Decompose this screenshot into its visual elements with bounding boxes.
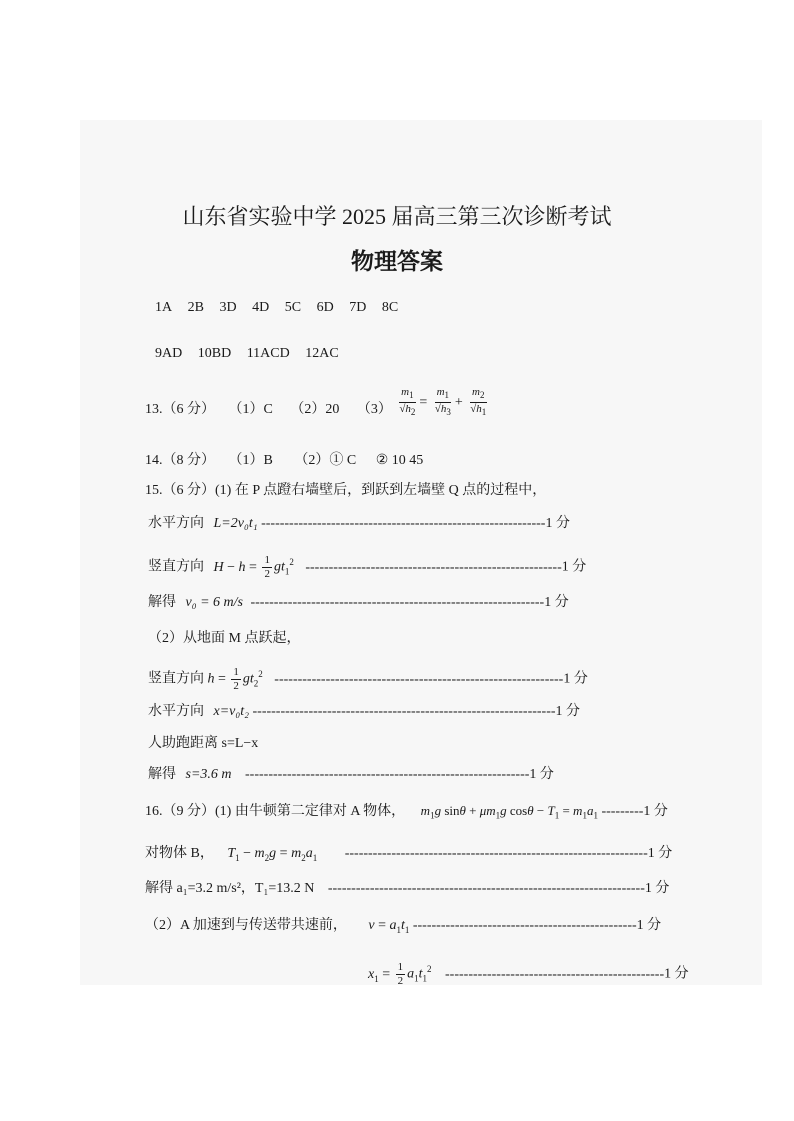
step-label: 竖直方向 xyxy=(148,559,204,575)
mc-answer: 12AC xyxy=(305,346,339,361)
mc-answer: 3D xyxy=(219,300,237,315)
q14-part3: ② 10 45 xyxy=(375,453,424,468)
score-mark: 1 分 xyxy=(529,767,554,782)
fraction-half: $\frac{1}{2}$ xyxy=(264,553,270,580)
step-label: 竖直方向 xyxy=(148,671,204,687)
q16-displacement-eq: $x_1$ = $\frac{1}{2}$ $a_1t_1^2$ -----------------------------------------------1 分 xyxy=(368,960,689,987)
mc-answer: 6D xyxy=(316,300,334,315)
q15-runup-distance: 人助跑距离 s=L−x xyxy=(148,736,259,751)
equation: $T_1 - m_2g = m_2a_1$ xyxy=(227,846,318,863)
score-mark: 1 分 xyxy=(561,559,587,575)
q13-part2: （2）20 xyxy=(290,401,340,417)
equation: $m_1g$ $\sin\theta + \mu m_1g$ $\cos\theta - T_1 = m_1a_1$ xyxy=(420,803,598,821)
q15-solve-v0: 解得 v₀ = 6 m/s ---------------------------------------------------------------1 分 xyxy=(148,595,569,610)
q15-horizontal-eq-2: 水平方向 x=v₀t₂ -----------------------------------------------------------------1 分 xyxy=(148,704,581,719)
step-label: 水平方向 xyxy=(148,516,204,531)
mc-answer: 2B xyxy=(187,300,204,315)
q14-head: 14.（8 分） xyxy=(145,453,215,468)
mc-answer: 4D xyxy=(252,300,270,315)
mc-answer: 9AD xyxy=(155,346,183,361)
q15-part2-intro: （2）从地面 M 点跃起， xyxy=(148,631,301,646)
mc-answer: 5C xyxy=(284,300,302,315)
step-label: 解得 xyxy=(148,595,176,610)
mc-answer: 7D xyxy=(349,300,367,315)
score-mark: 1 分 xyxy=(647,846,673,861)
score-mark: 1 分 xyxy=(664,966,689,982)
equation: x=v₀t₂ xyxy=(213,704,249,719)
q16-solve-a1: 解得 a₁=3.2 m/s²，T₁=13.2 N --------------------------------------------------------------------1 分 xyxy=(145,881,670,896)
score-mark: 1 分 xyxy=(644,881,670,896)
score-mark: 1 分 xyxy=(545,516,570,531)
q16-second-eq: 对物体 B， $T_1 - m_2g = m_2a_1$ -----------------------------------------------------------------1 分 xyxy=(145,846,673,863)
mc-answers-row-2 xyxy=(155,345,351,363)
q15-vertical-eq: 竖直方向 H − h = $\frac{1}{2}$ $gt_1^2$ -------------------------------------------------------1 分 xyxy=(148,553,587,580)
equation: s=3.6 m xyxy=(185,767,232,782)
mc-answer: 11ACD xyxy=(246,346,290,361)
mc-answer: 10BD xyxy=(197,346,232,361)
q13-head: 13.（6 分） xyxy=(145,401,215,417)
q13-formula: $\frac{m_1}{√h_2}$ = $\frac{m_1}{√h_3}$ + $\frac{m_2}{√h_1}$ xyxy=(399,386,487,418)
q13-part1: （1）C xyxy=(228,401,273,417)
q16-velocity-eq: （2）A 加速到与传送带共速前， $v = a_1t_1$ ------------------------------------------------1 分 xyxy=(145,918,662,935)
q13-answer xyxy=(145,386,490,419)
equation: $v = a_1t_1$ xyxy=(368,918,410,935)
equation: H − h = xyxy=(213,559,257,575)
step-label: （2）A 加速到与传送带共速前， xyxy=(145,918,347,933)
q15-intro: 15.（6 分）(1) 在 P 点蹬右墙壁后，到跃到左墙壁 Q 点的过程中， xyxy=(145,483,547,498)
q14-part1: （1）B xyxy=(228,453,273,468)
q16-first-eq: 16.（9 分）(1) 由牛顿第二定律对 A 物体， $m_1g$ $\sin\theta + \mu m_1g$ $\cos\theta - T_1 = m_1a_1$ ---------1 分 xyxy=(145,803,668,821)
equation: L=2v₀t₁ xyxy=(213,516,258,531)
result: 解得 a₁=3.2 m/s²，T₁=13.2 N xyxy=(145,881,315,896)
q15-vertical-eq-2: 竖直方向 h = $\frac{1}{2}$ $gt_2^2$ --------------------------------------------------------------1 分 xyxy=(148,665,588,692)
q15-solve-s: 解得 s=3.6 m -------------------------------------------------------------1 分 xyxy=(148,767,554,782)
step-label: 水平方向 xyxy=(148,704,204,719)
step-label: 对物体 B， xyxy=(145,846,214,861)
page-subtitle: 物理答案 xyxy=(351,249,443,275)
q14-part2: （2）① C xyxy=(294,453,357,468)
exam-title: 山东省实验中学 2025 届高三第三次诊断考试 xyxy=(182,204,612,229)
mc-answers-row-1 xyxy=(155,299,410,317)
equation: v₀ = 6 m/s xyxy=(185,595,243,610)
score-mark: 1 分 xyxy=(636,918,662,933)
q15-horizontal-eq: 水平方向 L=2v₀t₁ -------------------------------------------------------------1 分 xyxy=(148,516,570,531)
score-mark: 1 分 xyxy=(555,704,581,719)
mc-answer: 1A xyxy=(155,300,173,315)
mc-answer: 8C xyxy=(381,300,399,315)
fraction-half: $\frac{1}{2}$ xyxy=(397,960,404,987)
step-label: 解得 xyxy=(148,767,176,782)
equation: $x_1$ = xyxy=(368,966,391,984)
score-mark: 1 分 xyxy=(643,804,668,819)
score-mark: 1 分 xyxy=(563,671,588,687)
q13-part3: （3） xyxy=(356,401,392,417)
fraction-half: $\frac{1}{2}$ xyxy=(233,665,239,692)
score-mark: 1 分 xyxy=(544,595,569,610)
q14-answer xyxy=(145,452,423,470)
q16-intro: 16.（9 分）(1) 由牛顿第二定律对 A 物体， xyxy=(145,804,406,819)
